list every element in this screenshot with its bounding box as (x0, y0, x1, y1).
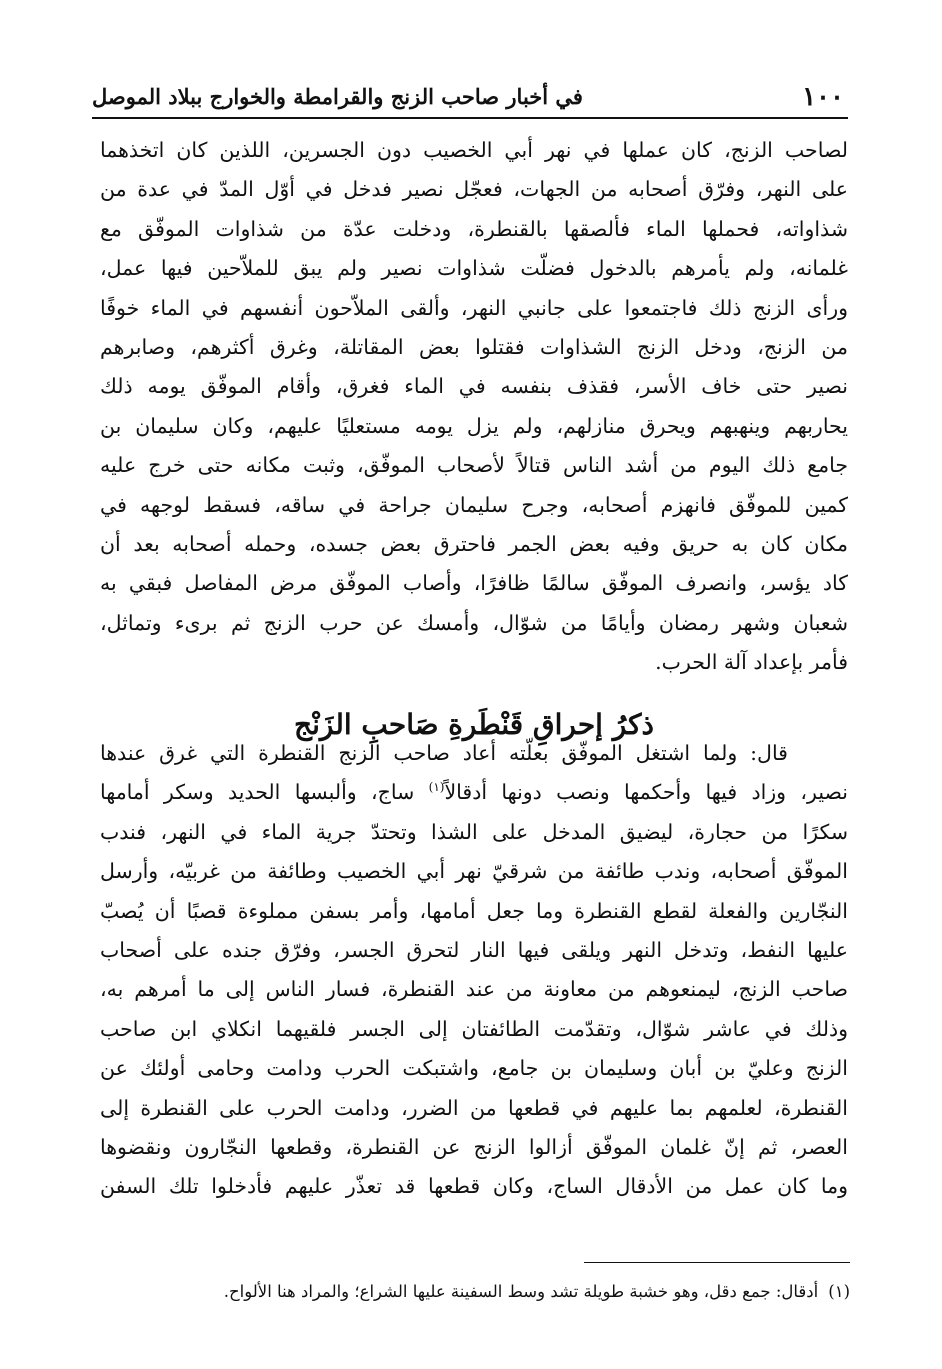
text-line: لصاحب الزنج، كان عملها في نهر أبي الخصيب دون الجسرين، اللذين كان اتخذهما (100, 138, 848, 162)
footnote-text: أدقال: جمع دقل، وهو خشبة طويلة تشد وسط السفينة عليها الشراع؛ والمراد هنا الألواح. (223, 1282, 819, 1301)
footnote-marker: (١) (828, 1282, 850, 1301)
text-line: جامع ذلك اليوم من أشد الناس قتالاً لأصحاب الموفّق، وثبت مكانه حتى خرج عليه (100, 453, 848, 478)
text-line: عليها النفط، وتدخل النهر ويلقى فيها النار لتحرق الجسر، وفرّق جنده على أصحاب (100, 937, 848, 962)
footnote (140, 1277, 850, 1307)
text-line: على النهر، وفرّق أصحابه من الجهات، فعجّل نصير فدخل في أوّل المدّ في عدة من (100, 177, 848, 202)
running-title: في أخبار صاحب الزنج والقرامطة والخوارج ببلاد الموصل (92, 84, 583, 109)
text-line: نصير حتى خاف الأسر، فقذف بنفسه في الماء فغرق، وأقام الموفّق يومه ذلك (100, 374, 848, 399)
text-line: كاد يؤسر، وانصرف الموفّق سالمًا ظافرًا، وأصاب الموفّق مرض المفاصل فبقي به (100, 571, 848, 596)
paragraph-2 (100, 734, 848, 1207)
text-line: سكرًا من حجارة، ليضيق المدخل على الشذا وتحتدّ جرية الماء في النهر، فندب (100, 819, 848, 844)
text-segment: نصير، وزاد فيها وأحكمها ونصب دونها أدقالاً (444, 780, 848, 805)
text-line: العصر، ثم إنّ غلمان الموفّق أزالوا الزنج عن القنطرة، وقطعها النجّارون ونقضوها (100, 1134, 848, 1159)
text-line: النجّارين والفعلة لقطع القنطرة وما جعل أمامها، وأمر بسفن مملوءة قصبًا أن يُصبّ (100, 898, 848, 923)
text-line: كمين للموفّق فانهزم أصحابه، وجرح سليمان جراحة في ساقه، فسقط لوجهه في (100, 492, 848, 517)
text-line: غلمانه، ولم يأمرهم بالدخول فضلّت شذاوات نصير ولم يبق للملاّحين فيها عمل، (100, 256, 848, 281)
text-line: مكان كان به حريق وفيه بعض الجمر فاحترق بعض جسده، وحمله أصحابه بعد أن (100, 531, 848, 556)
footnote-reference[interactable]: (١) (428, 780, 445, 795)
page-number: ١٠٠ (802, 82, 844, 112)
text-line: يحاربهم وينهبهم ويحرق منازلهم، ولم يزل يومه مستعليًا عليهم، وكان سليمان بن (100, 413, 848, 438)
footnote-rule (584, 1262, 850, 1263)
text-line: وذلك في عاشر شوّال، وتقدّمت الطائفتان إلى الجسر فلقيهما انكلاي ابن صاحب (100, 1016, 848, 1041)
text-line: القنطرة، لعلمهم بما عليهم في قطعها من الضرر، ودامت الحرب على القنطرة إلى (100, 1095, 848, 1120)
text-line (100, 773, 848, 812)
text-line: شعبان وشهر رمضان وأيامًا من شوّال، وأمسك عن حرب الزنج ثم برىء وتماثل، (100, 610, 848, 635)
text-line: قال: ولما اشتغل الموفّق بعلّته أعاد صاحب الزنج القنطرة التي غرق عندها (100, 741, 788, 765)
text-line: من الزنج، ودخل الزنج الشذاوات فقتلوا بعض المقاتلة، وغرق أكثرهم، وصابرهم (100, 334, 848, 359)
text-line: صاحب الزنج، ليمنعوهم من معاونة من عند القنطرة، فسار الناس إلى ما أمرهم به، (100, 977, 848, 1002)
text-line: الموفّق أصحابه، وندب طائفة من شرقيّ نهر أبي الخصيب وطائفة من غربيّه، وأرسل (100, 859, 848, 884)
text-segment: ساج، وألبسها الحديد وسكر أمامها (100, 780, 429, 805)
header-rule (92, 117, 848, 119)
text-line: ورأى الزنج ذلك فاجتمعوا على جانبي النهر، وألقى الملاّحون أنفسهم في الماء خوفًا (100, 295, 848, 320)
text-line: شذاواته، فحملها الماء فألصقها بالقنطرة، ودخلت عدّة من شذاوات الموفّق مع (100, 216, 848, 241)
text-line: فأمر بإعداد آلة الحرب. (655, 650, 848, 675)
paragraph-1 (100, 131, 848, 682)
text-line: الزنج وعليّ بن أبان وسليمان بن جامع، واشتبكت الحرب ودامت وحامى أولئك عن (100, 1056, 848, 1081)
page-header (92, 80, 844, 114)
text-line: وما كان عمل من الأدقال الساج، وكان قطعها قد تعذّر عليهم فأدخلوا تلك السفن (100, 1174, 848, 1199)
section-title: ذكرُ إحراقِ قَنْطَرةِ صَاحبِ الزَنْج (294, 708, 654, 741)
